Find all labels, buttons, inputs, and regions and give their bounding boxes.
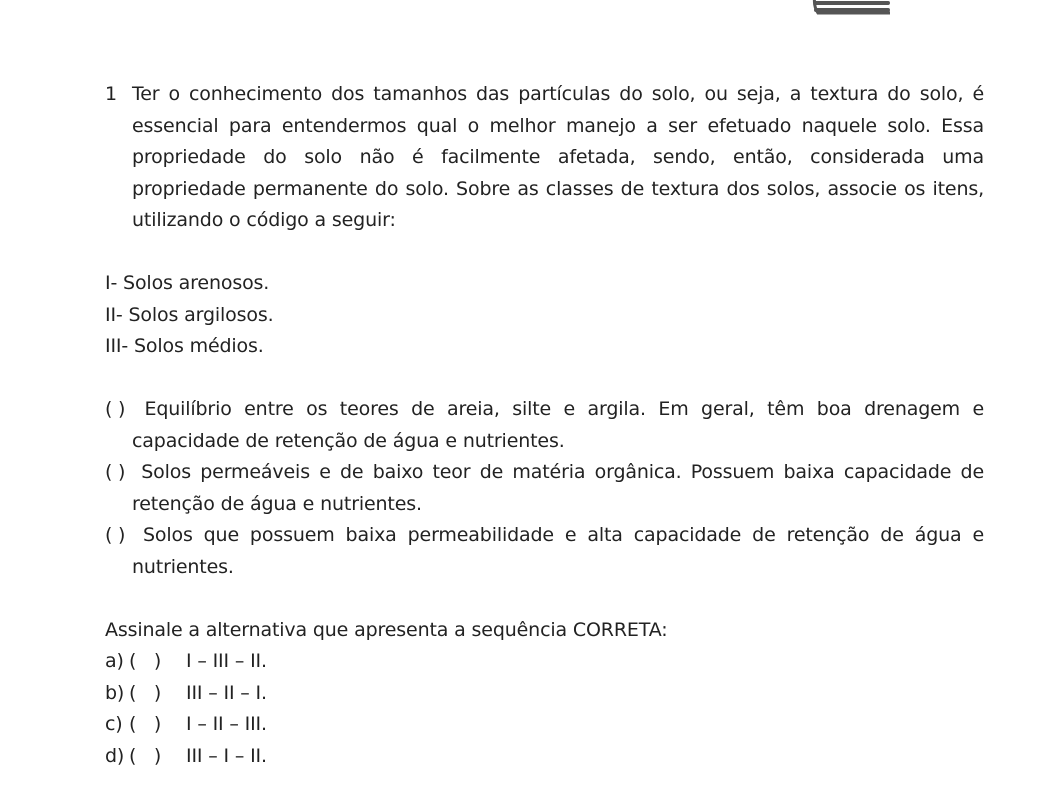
statement-open-paren: ( [105,398,113,420]
question-number: 1 [105,83,117,105]
option-letter: b) [105,681,125,704]
answer-option-d[interactable] [105,741,984,773]
option-checkbox[interactable]: ( ) [129,650,162,672]
stacked-lines-logo-icon [810,0,894,20]
code-item: I- Solos arenosos. [105,272,270,294]
option-sequence: III – II – I. [186,681,267,704]
option-letter: a) [105,650,124,672]
statement-item [105,394,984,457]
answer-option-a[interactable] [105,646,984,678]
option-letter: d) [105,744,125,767]
question-text: Ter o conhecimento dos tamanhos das partículas do solo, ou seja, a textura do solo, é essencial para entendermos qual o melhor manejo a ser efetuado naquele solo. Essa propriedade do solo não é facilmente afetada, sendo, então, considerada uma propriedade permanente do solo. Sobre as classes de textura dos solos, associe os itens, utilizando o código a seguir: [132,83,984,231]
answer-option-b[interactable] [105,678,984,710]
statement-text: Solos que possuem baixa permeabilidade e alta capacidade de retenção de água e nutrientes. [132,524,984,578]
statement-open-paren: ( [105,461,113,483]
option-checkbox[interactable]: ( ) [129,713,162,735]
code-list [105,268,984,363]
statement-text: Equilíbrio entre os teores de areia, silte e argila. Em geral, têm boa drenagem e capacidade de retenção de água e nutrientes. [132,398,985,452]
option-sequence: III – I – II. [186,744,267,767]
statement-text: Solos permeáveis e de baixo teor de matéria orgânica. Possuem baixa capacidade de retenção de água e nutrientes. [132,461,985,515]
statement-item [105,520,984,583]
statement-item [105,457,984,520]
answer-prompt: Assinale a alternativa que apresenta a sequência CORRETA: [105,618,668,641]
answer-option-c[interactable] [105,709,984,741]
statement-close-paren: ) [118,461,126,483]
answer-options [105,646,984,772]
question [105,79,984,237]
option-checkbox[interactable]: ( ) [129,744,162,767]
option-sequence: I – II – III. [186,713,267,735]
statement-list [105,394,984,583]
statement-close-paren: ) [118,524,126,546]
code-item: II- Solos argilosos. [105,303,274,326]
document-body [105,79,984,772]
option-sequence: I – III – II. [186,650,267,672]
option-letter: c) [105,713,123,735]
code-item: III- Solos médios. [105,335,264,357]
statement-close-paren: ) [118,398,126,420]
statement-open-paren: ( [105,524,113,546]
option-checkbox[interactable]: ( ) [129,681,162,704]
